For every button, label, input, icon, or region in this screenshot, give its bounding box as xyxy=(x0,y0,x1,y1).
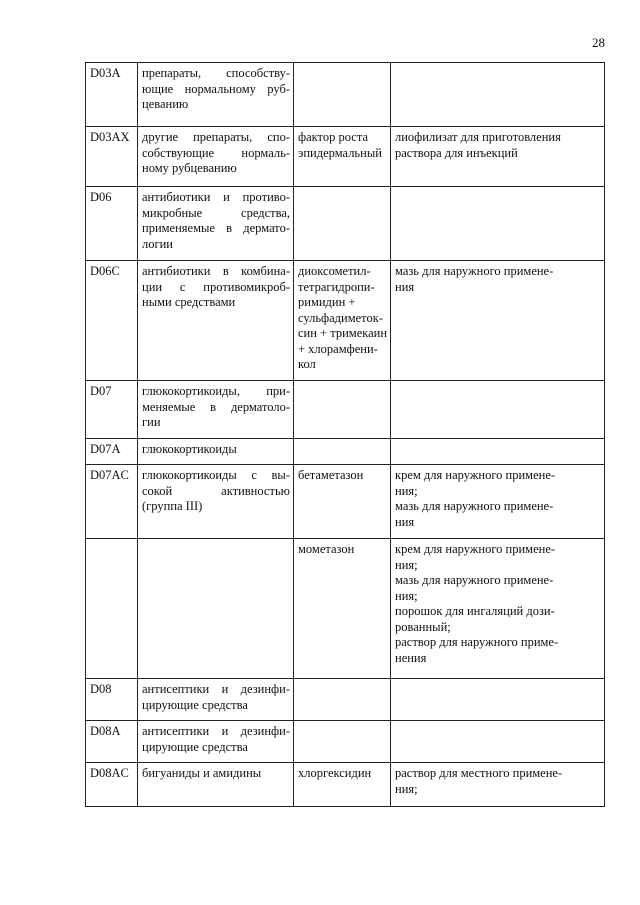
substance-cell xyxy=(294,127,391,187)
substance-cell-line: хлоргексидин xyxy=(298,766,372,780)
atc-code-cell: D08A xyxy=(86,721,138,763)
pharmacological-group-cell-line: бигуаниды и амидины xyxy=(142,766,262,780)
pharmacological-group-cell-line: препараты, способству- xyxy=(142,66,290,80)
table-row xyxy=(86,439,605,465)
pharmacological-group-cell-line: цеванию xyxy=(142,97,189,111)
atc-code-cell: D08AC xyxy=(86,763,138,807)
pharmacological-group-cell-line: глюкокортикоиды xyxy=(142,442,237,456)
substance-cell-line: диоксометил- xyxy=(298,264,371,278)
pharmacological-group-cell-line: цирующие средства xyxy=(142,739,248,754)
substance-cell xyxy=(294,63,391,127)
pharmacological-group-cell-line: применяемые в дермато- xyxy=(142,221,290,235)
dosage-form-cell xyxy=(391,63,605,127)
atc-code-cell: D07A xyxy=(86,439,138,465)
atc-code-cell: D06 xyxy=(86,187,138,261)
atc-code-cell xyxy=(86,539,138,679)
dosage-form-cell xyxy=(391,261,605,381)
atc-code-cell: D07AC xyxy=(86,465,138,539)
substance-cell xyxy=(294,261,391,381)
dosage-form-cell-line: рованный; xyxy=(395,619,451,634)
substance-cell xyxy=(294,679,391,721)
pharmacological-group-cell-line: глюкокортикоиды с вы- xyxy=(142,468,290,482)
table-row xyxy=(86,381,605,439)
substance-cell xyxy=(294,439,391,465)
table-row xyxy=(86,127,605,187)
table-row xyxy=(86,63,605,127)
substance-cell-line: бетаметазон xyxy=(298,468,364,482)
pharmacological-group-cell-line: сокой активностью xyxy=(142,483,290,498)
dosage-form-cell-line: раствор для местного примене- xyxy=(395,766,563,780)
dosage-form-cell xyxy=(391,127,605,187)
dosage-form-cell xyxy=(391,187,605,261)
pharmacological-group-cell-line: меняемые в дерматоло- xyxy=(142,399,290,414)
table-row xyxy=(86,679,605,721)
substance-cell-line: римидин + xyxy=(298,295,356,309)
dosage-form-cell-line: лиофилизат для приготовления xyxy=(395,130,561,144)
pharmacological-group-cell-line: антибиотики и противо- xyxy=(142,190,290,204)
substance-cell-line: фактор роста xyxy=(298,130,369,144)
pharmacological-group-cell xyxy=(138,187,294,261)
dosage-form-cell xyxy=(391,721,605,763)
pharmacological-group-cell-line: антисептики и дезинфи- xyxy=(142,724,290,738)
dosage-form-cell xyxy=(391,381,605,439)
dosage-form-cell-line: ния xyxy=(395,279,415,294)
dosage-form-cell-line: мазь для наружного примене- xyxy=(395,499,554,513)
table-row xyxy=(86,261,605,381)
table-row xyxy=(86,539,605,679)
pharmacological-group-cell-line: цирующие средства xyxy=(142,697,248,712)
table-row xyxy=(86,721,605,763)
dosage-form-cell xyxy=(391,439,605,465)
substance-cell-line: син + тримекаин xyxy=(298,326,388,340)
substance-cell xyxy=(294,721,391,763)
substance-cell xyxy=(294,763,391,807)
substance-cell xyxy=(294,465,391,539)
pharmacological-group-cell xyxy=(138,261,294,381)
dosage-form-cell-line: мазь для наружного примене- xyxy=(395,264,554,278)
dosage-form-cell xyxy=(391,465,605,539)
pharmacological-group-cell-line: ции с противомикроб- xyxy=(142,279,290,294)
substance-cell-line: эпидермальный xyxy=(298,145,382,160)
dosage-form-cell xyxy=(391,539,605,679)
pharmacological-group-cell-line: ными средствами xyxy=(142,295,236,309)
pharmacological-group-cell xyxy=(138,763,294,807)
dosage-form-cell-line: ния; xyxy=(395,557,418,572)
table-body xyxy=(86,63,605,807)
atc-code-cell: D06C xyxy=(86,261,138,381)
atc-code-cell: D07 xyxy=(86,381,138,439)
dosage-form-cell-line: крем для наружного примене- xyxy=(395,542,556,556)
pharmacological-group-cell-line: глюкокортикоиды, при- xyxy=(142,384,290,398)
pharmacological-group-cell xyxy=(138,439,294,465)
pharmacological-group-cell-line: микробные средства, xyxy=(142,205,290,220)
substance-cell-line: мометазон xyxy=(298,542,355,556)
substance-cell-line: сульфадиметок- xyxy=(298,310,383,325)
dosage-form-cell-line: ния; xyxy=(395,483,418,498)
dosage-form-cell xyxy=(391,679,605,721)
drug-table xyxy=(85,62,605,807)
substance-cell xyxy=(294,187,391,261)
pharmacological-group-cell xyxy=(138,127,294,187)
substance-cell xyxy=(294,381,391,439)
table-row xyxy=(86,187,605,261)
dosage-form-cell-line: порошок для ингаляций дози- xyxy=(395,604,555,618)
dosage-form-cell-line: нения xyxy=(395,650,427,665)
pharmacological-group-cell-line: (группа III) xyxy=(142,499,203,513)
page-number: 28 xyxy=(592,35,605,50)
substance-cell-line: + хлорамфени- xyxy=(298,341,378,356)
substance-cell-line: тетрагидропи- xyxy=(298,279,375,294)
dosage-form-cell-line: ния; xyxy=(395,781,418,796)
atc-code-cell: D03AX xyxy=(86,127,138,187)
pharmacological-group-cell-line: антибиотики в комбина- xyxy=(142,264,290,278)
pharmacological-group-cell xyxy=(138,465,294,539)
dosage-form-cell-line: раствора для инъекций xyxy=(395,145,518,160)
dosage-form-cell-line: мазь для наружного примене- xyxy=(395,573,554,587)
pharmacological-group-cell-line: гии xyxy=(142,415,161,429)
pharmacological-group-cell-line: антисептики и дезинфи- xyxy=(142,682,290,696)
dosage-form-cell xyxy=(391,763,605,807)
dosage-form-cell-line: ния; xyxy=(395,588,418,603)
table-row xyxy=(86,763,605,807)
substance-cell xyxy=(294,539,391,679)
pharmacological-group-cell-line: логии xyxy=(142,236,173,251)
table-row xyxy=(86,465,605,539)
dosage-form-cell-line: раствор для наружного приме- xyxy=(395,635,559,649)
pharmacological-group-cell xyxy=(138,539,294,679)
dosage-form-cell-line: крем для наружного примене- xyxy=(395,468,556,482)
dosage-form-cell-line: ния xyxy=(395,514,415,529)
pharmacological-group-cell-line: ному рубцеванию xyxy=(142,161,237,175)
pharmacological-group-cell-line: собствующие нормаль- xyxy=(142,145,290,160)
pharmacological-group-cell xyxy=(138,721,294,763)
pharmacological-group-cell-line: другие препараты, спо- xyxy=(142,130,290,144)
pharmacological-group-cell xyxy=(138,679,294,721)
pharmacological-group-cell-line: ющие нормальному руб- xyxy=(142,81,290,96)
substance-cell-line: кол xyxy=(298,357,316,371)
pharmacological-group-cell xyxy=(138,63,294,127)
pharmacological-group-cell xyxy=(138,381,294,439)
atc-code-cell: D03A xyxy=(86,63,138,127)
atc-code-cell: D08 xyxy=(86,679,138,721)
